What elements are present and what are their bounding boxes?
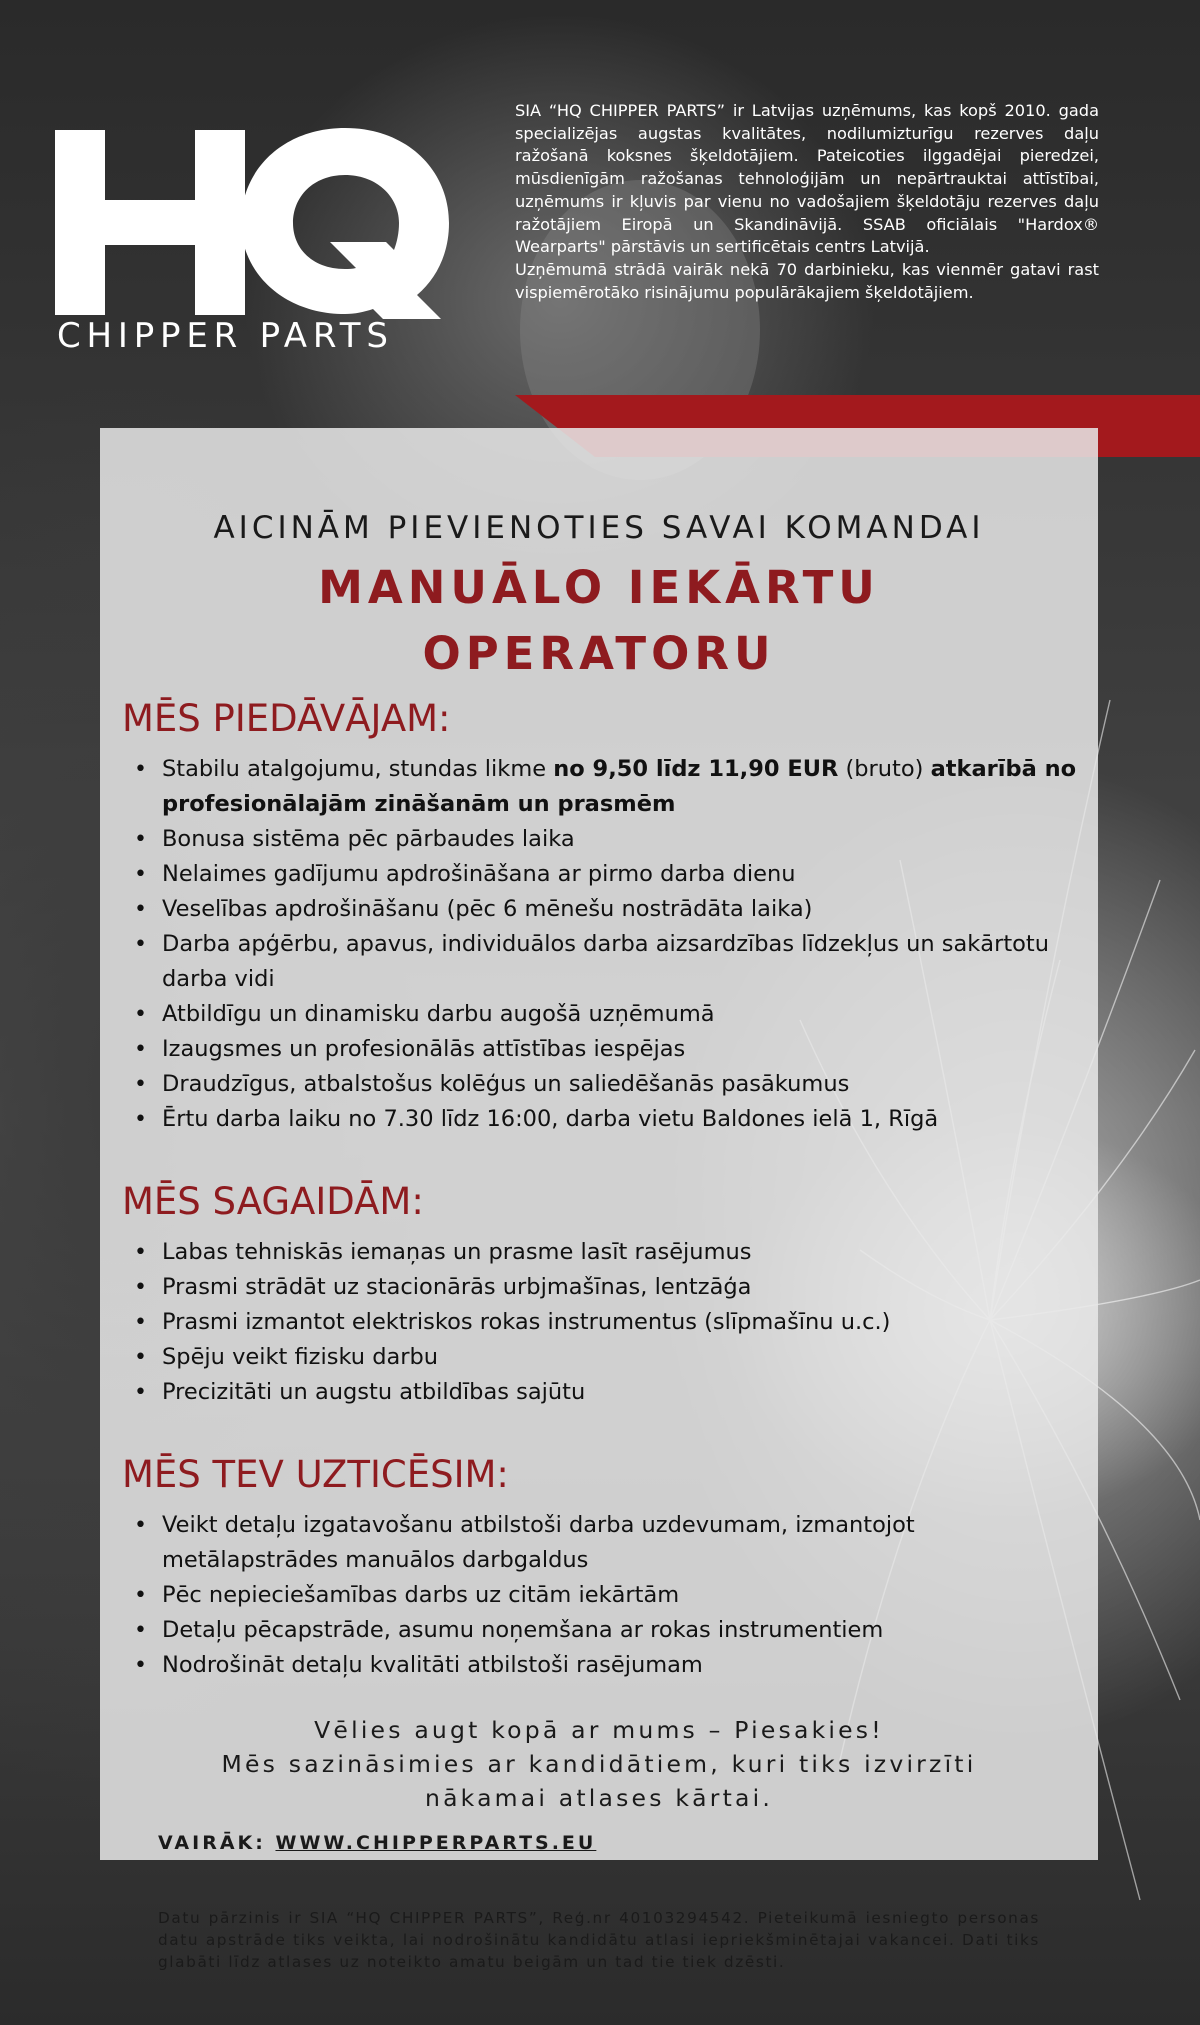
list-item: • Nodrošināt detaļu kvalitāti atbilstoši rasējumam	[122, 1648, 1082, 1683]
expect-list	[122, 1235, 1082, 1410]
list-item: • Prasmi izmantot elektriskos rokas instrumentus (slīpmašīnu u.c.)	[122, 1305, 1082, 1340]
list-item: • Darba apģērbu, apavus, individuālos darba aizsardzības līdzekļus un sakārtotu darba vidi	[122, 927, 1082, 997]
closing-message	[100, 1713, 1098, 1815]
job-title-line: OPERATORU	[422, 627, 776, 680]
intro-paragraph: Uzņēmumā strādā vairāk nekā 70 darbinieku, kas vienmēr gatavi rast vispiemērotāko risinājumu populārākajiem šķeldotājiem.	[515, 259, 1099, 302]
section-heading-offer: MĒS PIEDĀVĀJAM:	[122, 697, 451, 740]
list-item: • Spēju veikt fizisku darbu	[122, 1340, 1082, 1375]
closing-line: Vēlies augt kopā ar mums – Piesakies!	[314, 1716, 884, 1744]
list-item: • Nelaimes gadījumu apdrošināšana ar pirmo darba dienu	[122, 857, 1082, 892]
privacy-footer: Datu pārzinis ir SIA “HQ CHIPPER PARTS”, Reģ.nr 40103294542. Pieteikumā iesniegto personas datu apstrāde tiks veikta, lai nodrošinātu kandidātu atlasi iepriekšminētajai vakancei. Dati tiks glabāti līdz atlases uz noteikto amatu beigām un tad tie tiek dzēsti.	[158, 1909, 1040, 1971]
list-item: • Veselības apdrošināšanu (pēc 6 mēnešu nostrādāta laika)	[122, 892, 1082, 927]
intro-paragraph: SIA “HQ CHIPPER PARTS” ir Latvijas uzņēmums, kas kopš 2010. gada specializējas augstas kvalitātes, nodilumizturīgu rezerves daļu ražošanā koksnes šķeldotājiem. Pateicoties ilggadējai pieredzei, mūsdienīgām ražošanas tehnoloģijām un nepārtrauktai attīstībai, uzņēmums ir kļuvis par vienu no vadošajiem šķeldotāju rezerves daļu ražotājiem Eiropā un Skandināvijā. SSAB oficiālais "Hardox® Wearparts" pārstāvis un sertificētais centrs Latvijā.	[515, 101, 1099, 257]
list-item: • Atbildīgu un dinamisku darbu augošā uzņēmumā	[122, 997, 1082, 1032]
list-item: • Labas tehniskās iemaņas un prasme lasīt rasējumus	[122, 1235, 1082, 1270]
list-item: • Draudzīgus, atbalstošus kolēģus un saliedēšanās pasākumus	[122, 1067, 1082, 1102]
offer-list	[122, 752, 1082, 1137]
list-item: • Veikt detaļu izgatavošanu atbilstoši darba uzdevumam, izmantojot metālapstrādes manuālos darbgaldus	[122, 1508, 1082, 1578]
website-link[interactable]: WWW.CHIPPERPARTS.EU	[275, 1832, 597, 1854]
section-heading-trust: MĒS TEV UZTICĒSIM:	[122, 1453, 509, 1496]
company-logo	[55, 120, 475, 360]
closing-line: Mēs sazināsimies ar kandidātiem, kuri tiks izvirzīti	[221, 1750, 977, 1778]
list-item: • Ērtu darba laiku no 7.30 līdz 16:00, darba vietu Baldones ielā 1, Rīgā	[122, 1102, 1082, 1137]
list-item: • Stabilu atalgojumu, stundas likme no 9,50 līdz 11,90 EUR (bruto) atkarībā no profesionālajām zināšanām un prasmēm	[122, 752, 1082, 822]
list-item: • Prasmi strādāt uz stacionārās urbjmašīnas, lentzāģa	[122, 1270, 1082, 1305]
list-item: • Pēc nepieciešamības darbs uz citām iekārtām	[122, 1578, 1082, 1613]
list-item: • Bonusa sistēma pēc pārbaudes laika	[122, 822, 1082, 857]
more-label: VAIRĀK:	[158, 1832, 266, 1854]
company-intro	[515, 100, 1099, 304]
more-info	[158, 1832, 596, 1854]
list-item: • Detaļu pēcapstrāde, asumu noņemšana ar rokas instrumentiem	[122, 1613, 1082, 1648]
closing-line: nākamai atlases kārtai.	[424, 1784, 774, 1812]
hq-logo-mark	[55, 120, 455, 320]
section-heading-expect: MĒS SAGAIDĀM:	[122, 1180, 424, 1223]
join-heading: AICINĀM PIEVIENOTIES SAVAI KOMANDAI	[213, 510, 985, 546]
list-item: • Izaugsmes un profesionālās attīstības iespējas	[122, 1032, 1082, 1067]
job-title-line: MANUĀLO IEKĀRTU	[318, 561, 880, 614]
job-title	[100, 555, 1098, 687]
list-item: • Precizitāti un augstu atbildības sajūtu	[122, 1375, 1082, 1410]
trust-list	[122, 1508, 1082, 1683]
logo-subtitle: CHIPPER PARTS	[57, 316, 394, 356]
